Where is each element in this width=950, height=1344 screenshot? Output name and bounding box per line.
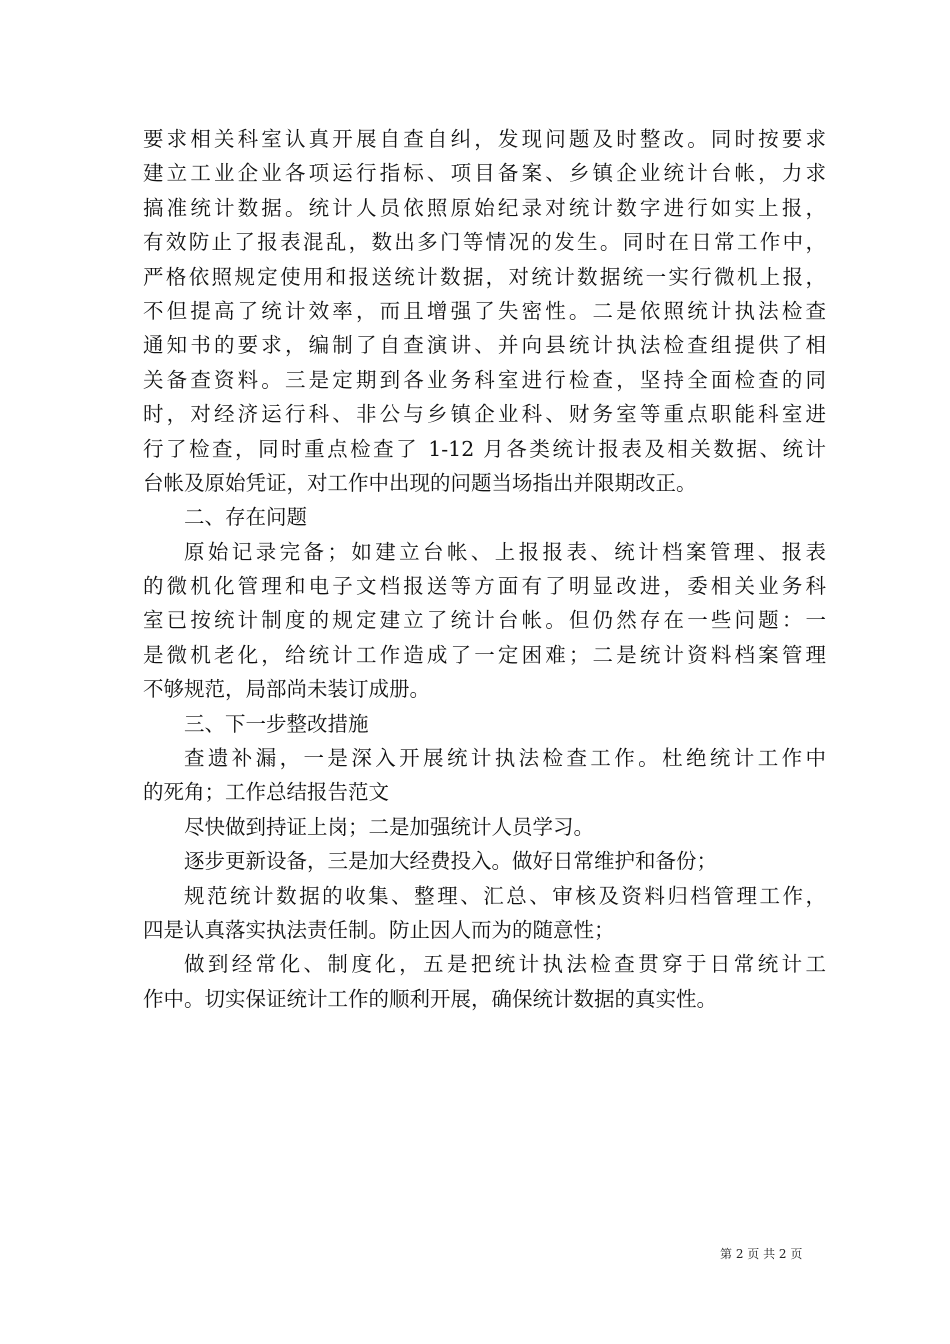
text-line: 四是认真落实执法责任制。防止因人而为的随意性；	[143, 917, 615, 942]
text-line: 的微机化管理和电子文档报送等方面有了明显改进，委相关业务科	[143, 574, 826, 599]
text-line: 逐步更新设备，三是加大经费投入。做好日常维护和备份；	[184, 849, 717, 874]
text-line: 是微机老化，给统计工作造成了一定困难；二是统计资料档案管理	[143, 642, 826, 667]
text-line: 尽快做到持证上岗；二是加强统计人员学习。	[184, 814, 594, 839]
text-line: 要求相关科室认真开展自查自纠，发现问题及时整改。同时按要求	[143, 127, 826, 151]
text-line: 严格依照规定使用和报送统计数据，对统计数据统一实行微机上报，	[143, 264, 826, 289]
text-line: 查遗补漏，一是深入开展统计执法检查工作。杜绝统计工作中	[184, 746, 826, 771]
text-line: 有效防止了报表混乱，数出多门等情况的发生。同时在日常工作中，	[143, 230, 826, 255]
text-line: 关备查资料。三是定期到各业务科室进行检查，坚持全面检查的同	[143, 367, 826, 392]
text-line: 室已按统计制度的规定建立了统计台帐。但仍然存在一些问题：一	[143, 608, 826, 633]
text-line: 原始记录完备；如建立台帐、上报报表、统计档案管理、报表	[184, 539, 826, 564]
text-line: 不但提高了统计效率，而且增强了失密性。二是依照统计执法检查	[143, 298, 826, 323]
text-line: 台帐及原始凭证，对工作中出现的问题当场指出并限期改正。	[143, 470, 697, 495]
text-line: 不够规范，局部尚未装订成册。	[143, 677, 430, 702]
text-line: 作中。切实保证统计工作的顺利开展，确保统计数据的真实性。	[143, 986, 717, 1011]
text-line: 时，对经济运行科、非公与乡镇企业科、财务室等重点职能科室进	[143, 402, 826, 427]
text-line: 二、存在问题	[184, 505, 307, 530]
text-line: 建立工业企业各项运行指标、项目备案、乡镇企业统计台帐，力求	[143, 161, 826, 186]
page-number-footer: 第 2 页 共 2 页	[720, 1247, 803, 1261]
document-body	[143, 122, 826, 1016]
text-line: 三、下一步整改措施	[184, 711, 369, 736]
text-line: 的死角；工作总结报告范文	[143, 780, 389, 805]
text-line: 行了检查，同时重点检查了 1-12 月各类统计报表及相关数据、统计	[143, 436, 826, 461]
text-line: 通知书的要求，编制了自查演讲、并向县统计执法检查组提供了相	[143, 333, 826, 358]
text-line: 做到经常化、制度化，五是把统计执法检查贯穿于日常统计工	[184, 952, 826, 977]
text-line: 规范统计数据的收集、整理、汇总、审核及资料归档管理工作，	[184, 883, 826, 908]
text-line: 搞准统计数据。统计人员依照原始纪录对统计数字进行如实上报，	[143, 195, 826, 220]
